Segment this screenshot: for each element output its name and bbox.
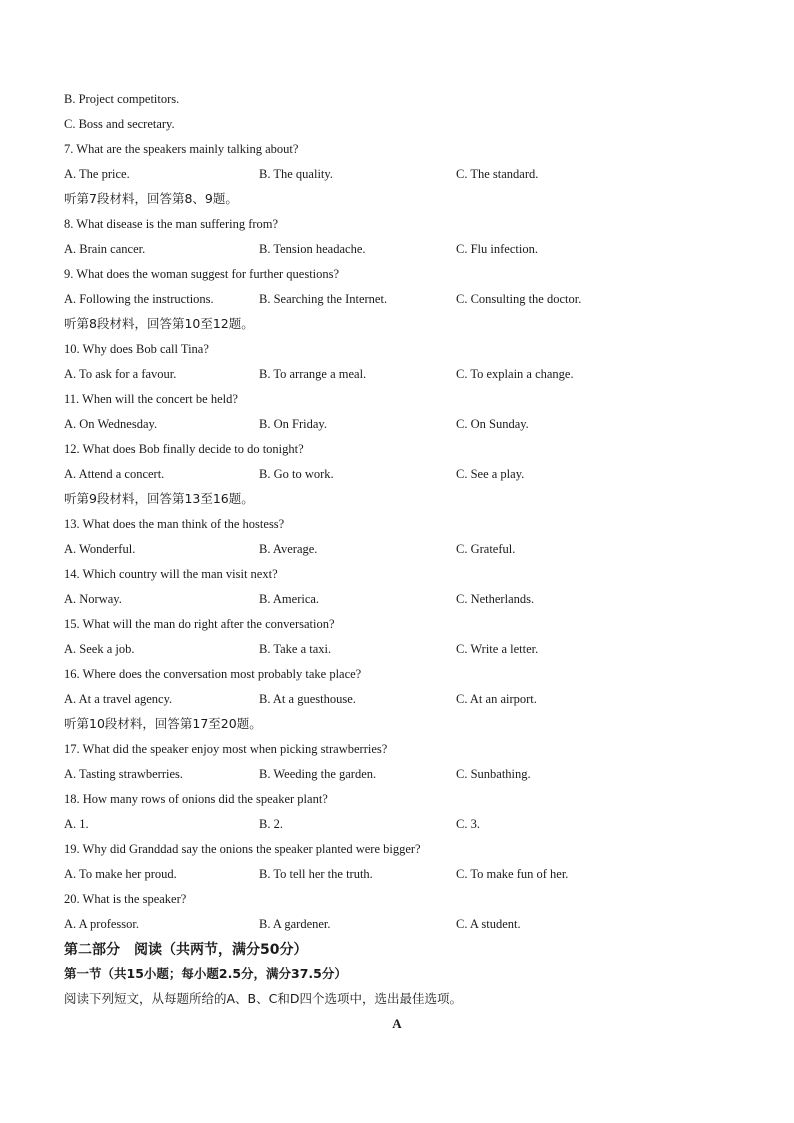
- question-text: 8. What disease is the man suffering from?: [64, 217, 279, 231]
- options-row: [64, 239, 744, 264]
- options-row: [64, 464, 744, 489]
- listening-instruction: 听第10段材料，回答第17至20题。: [64, 716, 262, 731]
- option-b: B. 2.: [259, 817, 283, 831]
- option-b: B. Searching the Internet.: [259, 292, 388, 306]
- option-b: B. Weeding the garden.: [259, 767, 377, 781]
- option-c: C. At an airport.: [456, 692, 537, 706]
- question-text: 17. What did the speaker enjoy most when picking strawberries?: [64, 742, 388, 756]
- options-row: [64, 164, 744, 189]
- option-c: C. Netherlands.: [456, 592, 535, 606]
- option-b: B. On Friday.: [259, 417, 327, 431]
- question-text: 20. What is the speaker?: [64, 892, 187, 906]
- option-a: A. To ask for a favour.: [64, 367, 177, 381]
- option-a: A. Following the instructions.: [64, 292, 214, 306]
- option-b: B. To arrange a meal.: [259, 367, 367, 381]
- listening-instruction: 听第7段材料，回答第8、9题。: [64, 191, 238, 206]
- option-c: C. Flu infection.: [456, 242, 538, 256]
- options-row: [64, 414, 744, 439]
- option-b: B. America.: [259, 592, 320, 606]
- options-row: [64, 364, 744, 389]
- listening-instruction: 听第8段材料，回答第10至12题。: [64, 316, 254, 331]
- options-row: [64, 814, 744, 839]
- options-row: [64, 289, 744, 314]
- option-b: B. A gardener.: [259, 917, 331, 931]
- subsection-heading: 第一节（共15小题；每小题2.5分，满分37.5分）: [64, 966, 347, 981]
- option-line: [64, 89, 744, 114]
- question-text: 14. Which country will the man visit next?: [64, 567, 278, 581]
- option-a: A. At a travel agency.: [64, 692, 173, 706]
- option-b: B. Average.: [259, 542, 318, 556]
- options-row: [64, 864, 744, 889]
- question-text: 11. When will the concert be held?: [64, 392, 238, 406]
- option-a: A. Attend a concert.: [64, 467, 165, 481]
- question-text: 10. Why does Bob call Tina?: [64, 342, 209, 356]
- option-a: A. 1.: [64, 817, 89, 831]
- option-c: C. Sunbathing.: [456, 767, 531, 781]
- option-b: B. The quality.: [259, 167, 333, 181]
- option-c: C. Grateful.: [456, 542, 516, 556]
- options-row: [64, 914, 744, 939]
- option-a: A. Brain cancer.: [64, 242, 146, 256]
- question-text: 9. What does the woman suggest for further questions?: [64, 267, 340, 281]
- option-c: C. Write a letter.: [456, 642, 539, 656]
- question-list: [64, 139, 744, 939]
- instruction-text: 阅读下列短文，从每题所给的A、B、C和D四个选项中，选出最佳选项。: [64, 991, 462, 1006]
- option-a: A. The price.: [64, 167, 130, 181]
- option-b: B. Take a taxi.: [259, 642, 332, 656]
- question-text: 18. How many rows of onions did the speaker plant?: [64, 792, 328, 806]
- option-c: C. The standard.: [456, 167, 539, 181]
- passage-label: A: [392, 1016, 402, 1031]
- question-text: 19. Why did Granddad say the onions the speaker planted were bigger?: [64, 842, 421, 856]
- option-c: C. See a play.: [456, 467, 525, 481]
- option-a: A. Norway.: [64, 592, 122, 606]
- option-c: C. 3.: [456, 817, 480, 831]
- question-text: 15. What will the man do right after the conversation?: [64, 617, 335, 631]
- option-b: B. At a guesthouse.: [259, 692, 356, 706]
- option-line: [64, 114, 744, 139]
- option-b: B. Tension headache.: [259, 242, 366, 256]
- option-a: A. On Wednesday.: [64, 417, 158, 431]
- option-c: C. On Sunday.: [456, 417, 529, 431]
- options-row: [64, 589, 744, 614]
- options-row: [64, 764, 744, 789]
- option-a: A. To make her proud.: [64, 867, 177, 881]
- option-a: A. A professor.: [64, 917, 139, 931]
- option-c: C. A student.: [456, 917, 521, 931]
- options-row: [64, 689, 744, 714]
- option-c: C. Boss and secretary.: [64, 117, 175, 131]
- option-b: B. Project competitors.: [64, 92, 180, 106]
- section-heading: 第二部分 阅读（共两节，满分50分）: [64, 942, 308, 958]
- option-c: C. To make fun of her.: [456, 867, 569, 881]
- options-row: [64, 539, 744, 564]
- listening-instruction: 听第9段材料，回答第13至16题。: [64, 491, 254, 506]
- option-a: A. Tasting strawberries.: [64, 767, 184, 781]
- option-b: B. To tell her the truth.: [259, 867, 373, 881]
- question-text: 13. What does the man think of the hostess?: [64, 517, 285, 531]
- option-b: B. Go to work.: [259, 467, 334, 481]
- option-a: A. Wonderful.: [64, 542, 136, 556]
- question-text: 7. What are the speakers mainly talking about?: [64, 142, 299, 156]
- exam-page: [64, 89, 744, 1039]
- option-c: C. To explain a change.: [456, 367, 574, 381]
- option-a: A. Seek a job.: [64, 642, 135, 656]
- question-text: 16. Where does the conversation most probably take place?: [64, 667, 362, 681]
- options-row: [64, 639, 744, 664]
- question-text: 12. What does Bob finally decide to do tonight?: [64, 442, 304, 456]
- option-c: C. Consulting the doctor.: [456, 292, 582, 306]
